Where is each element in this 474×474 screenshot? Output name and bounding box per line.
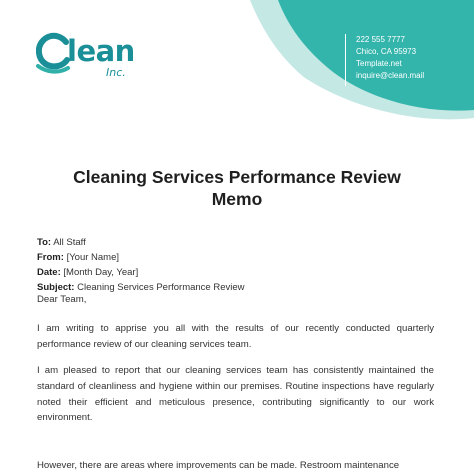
contact-location: Chico, CA 95973 [356, 47, 417, 56]
memo-subject-value: Cleaning Services Performance Review [77, 282, 245, 293]
memo-from-row [37, 250, 245, 265]
memo-to-value: All Staff [53, 237, 86, 248]
memo-title [20, 166, 454, 210]
contact-phone: 222 555 7777 [356, 35, 405, 44]
memo-to-label: To: [37, 237, 52, 248]
memo-title-line1: Cleaning Services Performance Review [73, 167, 401, 187]
memo-date-label: Date: [37, 267, 61, 278]
logo-subtext: Inc. [106, 66, 126, 79]
logo-wordmark: lean [67, 34, 135, 68]
memo-date-value: [Month Day, Year] [63, 267, 139, 278]
logo-c-mark [36, 32, 70, 78]
memo-from-label: From: [37, 252, 64, 263]
memo-paragraph-3: However, there are areas where improvements can be made. Restroom maintenance [37, 460, 400, 471]
memo-header-fields [37, 235, 245, 295]
memo-greeting: Dear Team, [37, 294, 87, 305]
memo-from-value: [Your Name] [66, 252, 120, 263]
contact-block [345, 34, 424, 86]
memo-to-row [37, 235, 245, 250]
contact-website[interactable]: Template.net [356, 59, 402, 68]
contact-email[interactable]: inquire@clean.mail [356, 71, 425, 80]
company-logo [36, 32, 146, 84]
memo-paragraph-2: I am pleased to report that our cleaning services team has consistently maintained the standard of cleanliness and hygiene within our premises. Routine inspections have regularly noted their efficient and meticulous presence, contributing significantly to our work environment. [37, 365, 434, 424]
memo-subject-label: Subject: [37, 282, 75, 293]
memo-paragraph-1: I am writing to apprise you all with the results of our recently conducted quarterly performance review of our cleaning services team. [37, 323, 434, 350]
memo-title-line2: Memo [211, 189, 263, 209]
memo-date-row [37, 265, 245, 280]
